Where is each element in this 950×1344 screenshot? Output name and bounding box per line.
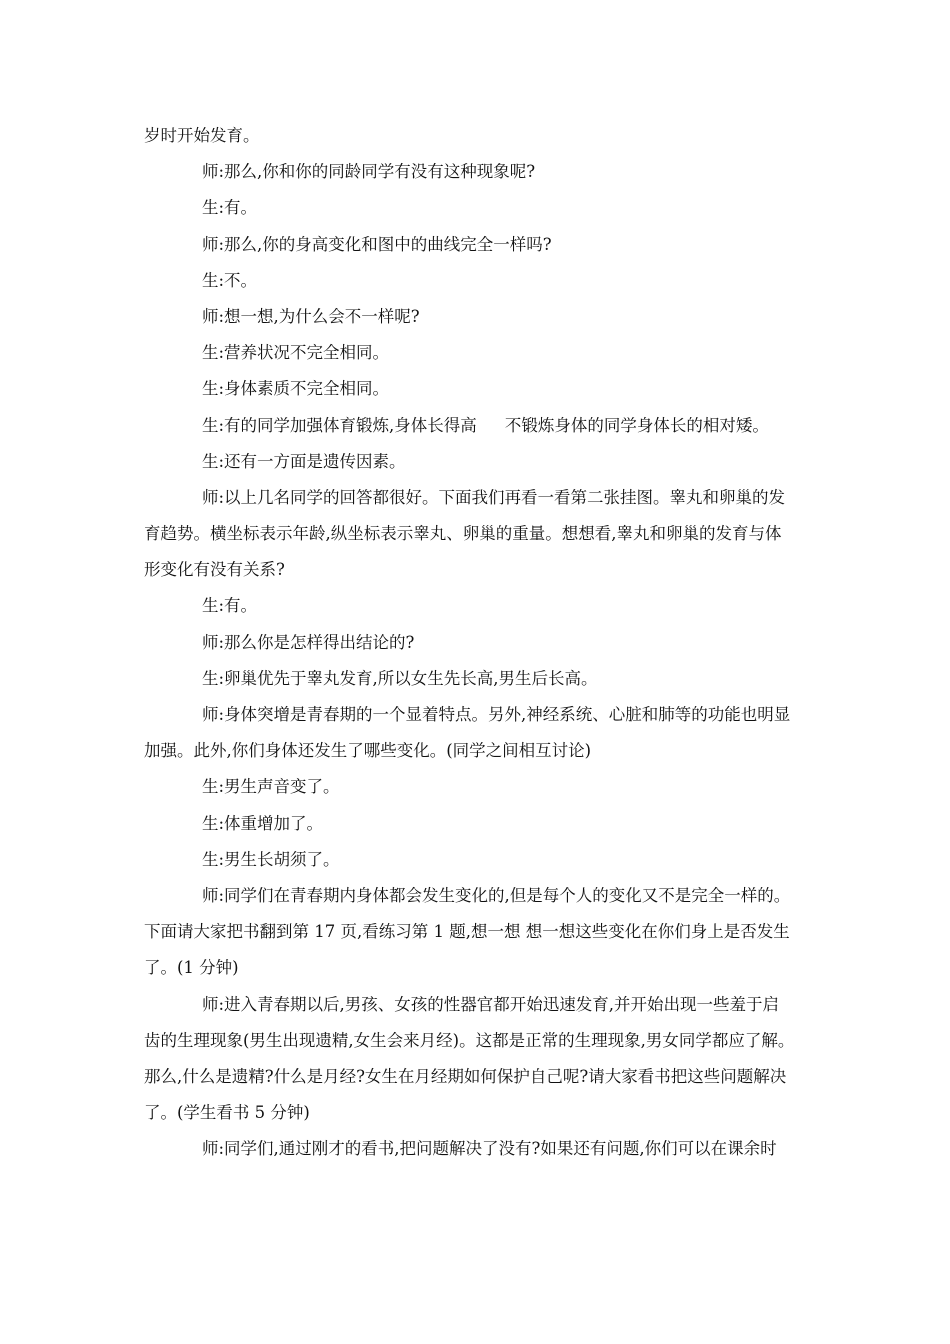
- text-line: 生:男生长胡须了。: [202, 849, 340, 869]
- text-line: 师:同学们在青春期内身体都会发生变化的,但是每个人的变化又不是完全一样的。: [202, 885, 791, 905]
- text-line: 生:有。: [202, 198, 258, 218]
- text-line: 师:同学们,通过刚才的看书,把问题解决了没有?如果还有问题,你们可以在课余时: [202, 1139, 777, 1159]
- text-line-split: [144, 408, 824, 444]
- text-line: 师:进入青春期以后,男孩、女孩的性器官都开始迅速发育,并开始出现一些羞于启: [202, 994, 780, 1014]
- text-segment: 生:有的同学加强体育锻炼,身体长得高: [202, 415, 477, 435]
- text-line: 育趋势。横坐标表示年龄,纵坐标表示睾丸、卵巢的重量。想想看,睾丸和卵巢的发育与体: [144, 524, 782, 544]
- text-line: 生:还有一方面是遗传因素。: [202, 451, 406, 471]
- text-segment: 不锻炼身体的同学身体长的相对矮。: [504, 415, 769, 435]
- text-line: 岁时开始发育。: [144, 126, 260, 145]
- text-line: 生:不。: [202, 270, 258, 290]
- text-line: 生:卵巢优先于睾丸发育,所以女生先长高,男生后长高。: [202, 668, 598, 688]
- text-line: 师:以上几名同学的回答都很好。下面我们再看一看第二张挂图。睾丸和卵巢的发: [202, 487, 786, 507]
- text-line: 师:想一想,为什么会不一样呢?: [202, 306, 420, 326]
- text-line: 师:那么,你的身高变化和图中的曲线完全一样吗?: [202, 234, 552, 254]
- text-line: 加强。此外,你们身体还发生了哪些变化。(同学之间相互讨论): [144, 741, 592, 761]
- text-line: 生:体重增加了。: [202, 813, 324, 833]
- text-line: 生:有。: [202, 596, 258, 616]
- text-line: 生:营养状况不完全相同。: [202, 343, 390, 363]
- text-line: 齿的生理现象(男生出现遗精,女生会来月经)。这都是正常的生理现象,男女同学都应了解。: [144, 1030, 795, 1050]
- text-line: 师:那么,你和你的同龄同学有没有这种现象呢?: [202, 162, 536, 182]
- text-line: 了。(1 分钟): [144, 958, 239, 978]
- text-line: 下面请大家把书翻到第 17 页,看练习第 1 题,想一想 想一想这些变化在你们身上是否发生: [144, 922, 790, 942]
- text-line: 形变化有没有关系?: [144, 560, 285, 580]
- text-line: 生:男生声音变了。: [202, 777, 340, 797]
- text-line: 那么,什么是遗精?什么是月经?女生在月经期如何保护自己呢?请大家看书把这些问题解决: [144, 1066, 787, 1086]
- text-line: 生:身体素质不完全相同。: [202, 379, 390, 399]
- text-line: 师:身体突增是青春期的一个显着特点。另外,神经系统、心脏和肺等的功能也明显: [202, 705, 791, 724]
- text-line: 了。(学生看书 5 分钟): [144, 1103, 310, 1123]
- document-body: [144, 118, 824, 1167]
- text-line: 师:那么你是怎样得出结论的?: [202, 632, 415, 652]
